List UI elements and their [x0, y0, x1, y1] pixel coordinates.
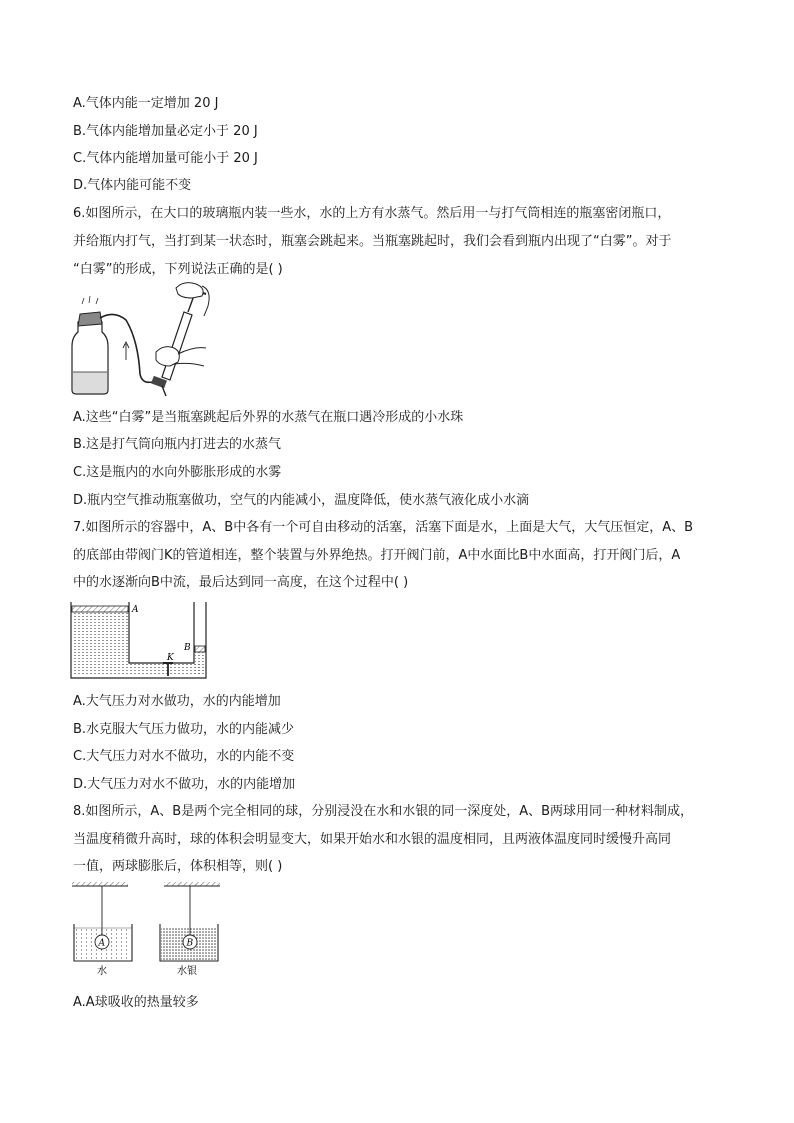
- q7-stem-line-3: 中的水逐渐向B中流，最后达到同一高度，在这个过程中( ): [73, 575, 409, 590]
- q8-stem-line-2: 当温度稍微升高时，球的体积会明显变大，如果开始水和水银的温度相同，且两液体温度同时缓慢升高同: [73, 832, 672, 847]
- q8-stem-line-3: 一值，两球膨胀后，体积相等，则( ): [73, 859, 283, 874]
- q6-option-b: B.这是打气筒向瓶内打进去的水蒸气: [73, 437, 282, 452]
- q8-ball-a: A: [98, 938, 105, 949]
- q7-figure-container: [70, 600, 210, 682]
- q6-figure-bottle-pump: [66, 282, 216, 400]
- q8-figure-water-mercury: [70, 880, 230, 978]
- q7-option-a: A.大气压力对水做功，水的内能增加: [73, 694, 281, 709]
- q7-label-k: K: [167, 653, 174, 663]
- q5-option-a: A.气体内能一定增加 20 J: [73, 96, 219, 111]
- q7-stem-line-1: 7.如图所示的容器中，A、B中各有一个可自由移动的活塞，活塞下面是水，上面是大气，大气压恒定，A、B: [73, 520, 694, 535]
- q8-stem-line-1: 8.如图所示，A、B是两个完全相同的球，分别浸没在水和水银的同一深度处，A、B两球用同一种材料制成，: [73, 804, 694, 819]
- q6-stem-line-2: 并给瓶内打气，当打到某一状态时，瓶塞会跳起来。当瓶塞跳起时，我们会看到瓶内出现了“白雾”。对于: [73, 234, 672, 249]
- q6-stem-line-3: “白雾”的形成，下列说法正确的是( ): [73, 262, 283, 277]
- q8-label-mercury: 水银: [177, 966, 197, 977]
- q5-option-c: C.气体内能增加量可能小于 20 J: [73, 151, 258, 166]
- q8-ball-b: B: [186, 938, 194, 949]
- q6-option-a: A.这些“白雾”是当瓶塞跳起后外界的水蒸气在瓶口遇冷形成的小水珠: [73, 410, 464, 425]
- q6-option-d: D.瓶内空气推动瓶塞做功，空气的内能减小，温度降低，使水蒸气液化成小水滴: [73, 493, 530, 508]
- q6-stem-line-1: 6.如图所示，在大口的玻璃瓶内装一些水，水的上方有水蒸气。然后用一与打气筒相连的瓶塞密闭瓶口，: [73, 206, 671, 221]
- q8-option-a: A.A球吸收的热量较多: [73, 995, 199, 1010]
- q6-option-c: C.这是瓶内的水向外膨胀形成的水雾: [73, 465, 282, 480]
- q5-option-d: D.气体内能可能不变: [73, 178, 192, 193]
- q7-label-b: B: [184, 643, 191, 653]
- q7-option-c: C.大气压力对水不做功，水的内能不变: [73, 749, 295, 764]
- q7-label-a: A: [132, 605, 139, 615]
- q8-label-water: 水: [97, 966, 107, 977]
- q7-option-b: B.水克服大气压力做功，水的内能减少: [73, 722, 295, 737]
- q7-stem-line-2: 的底部由带阀门K的管道相连，整个装置与外界绝热。打开阀门前，A中水面比B中水面高，打开阀门后，A: [73, 548, 681, 563]
- q7-option-d: D.大气压力对水不做功，水的内能增加: [73, 777, 296, 792]
- q5-option-b: B.气体内能增加量必定小于 20 J: [73, 124, 258, 139]
